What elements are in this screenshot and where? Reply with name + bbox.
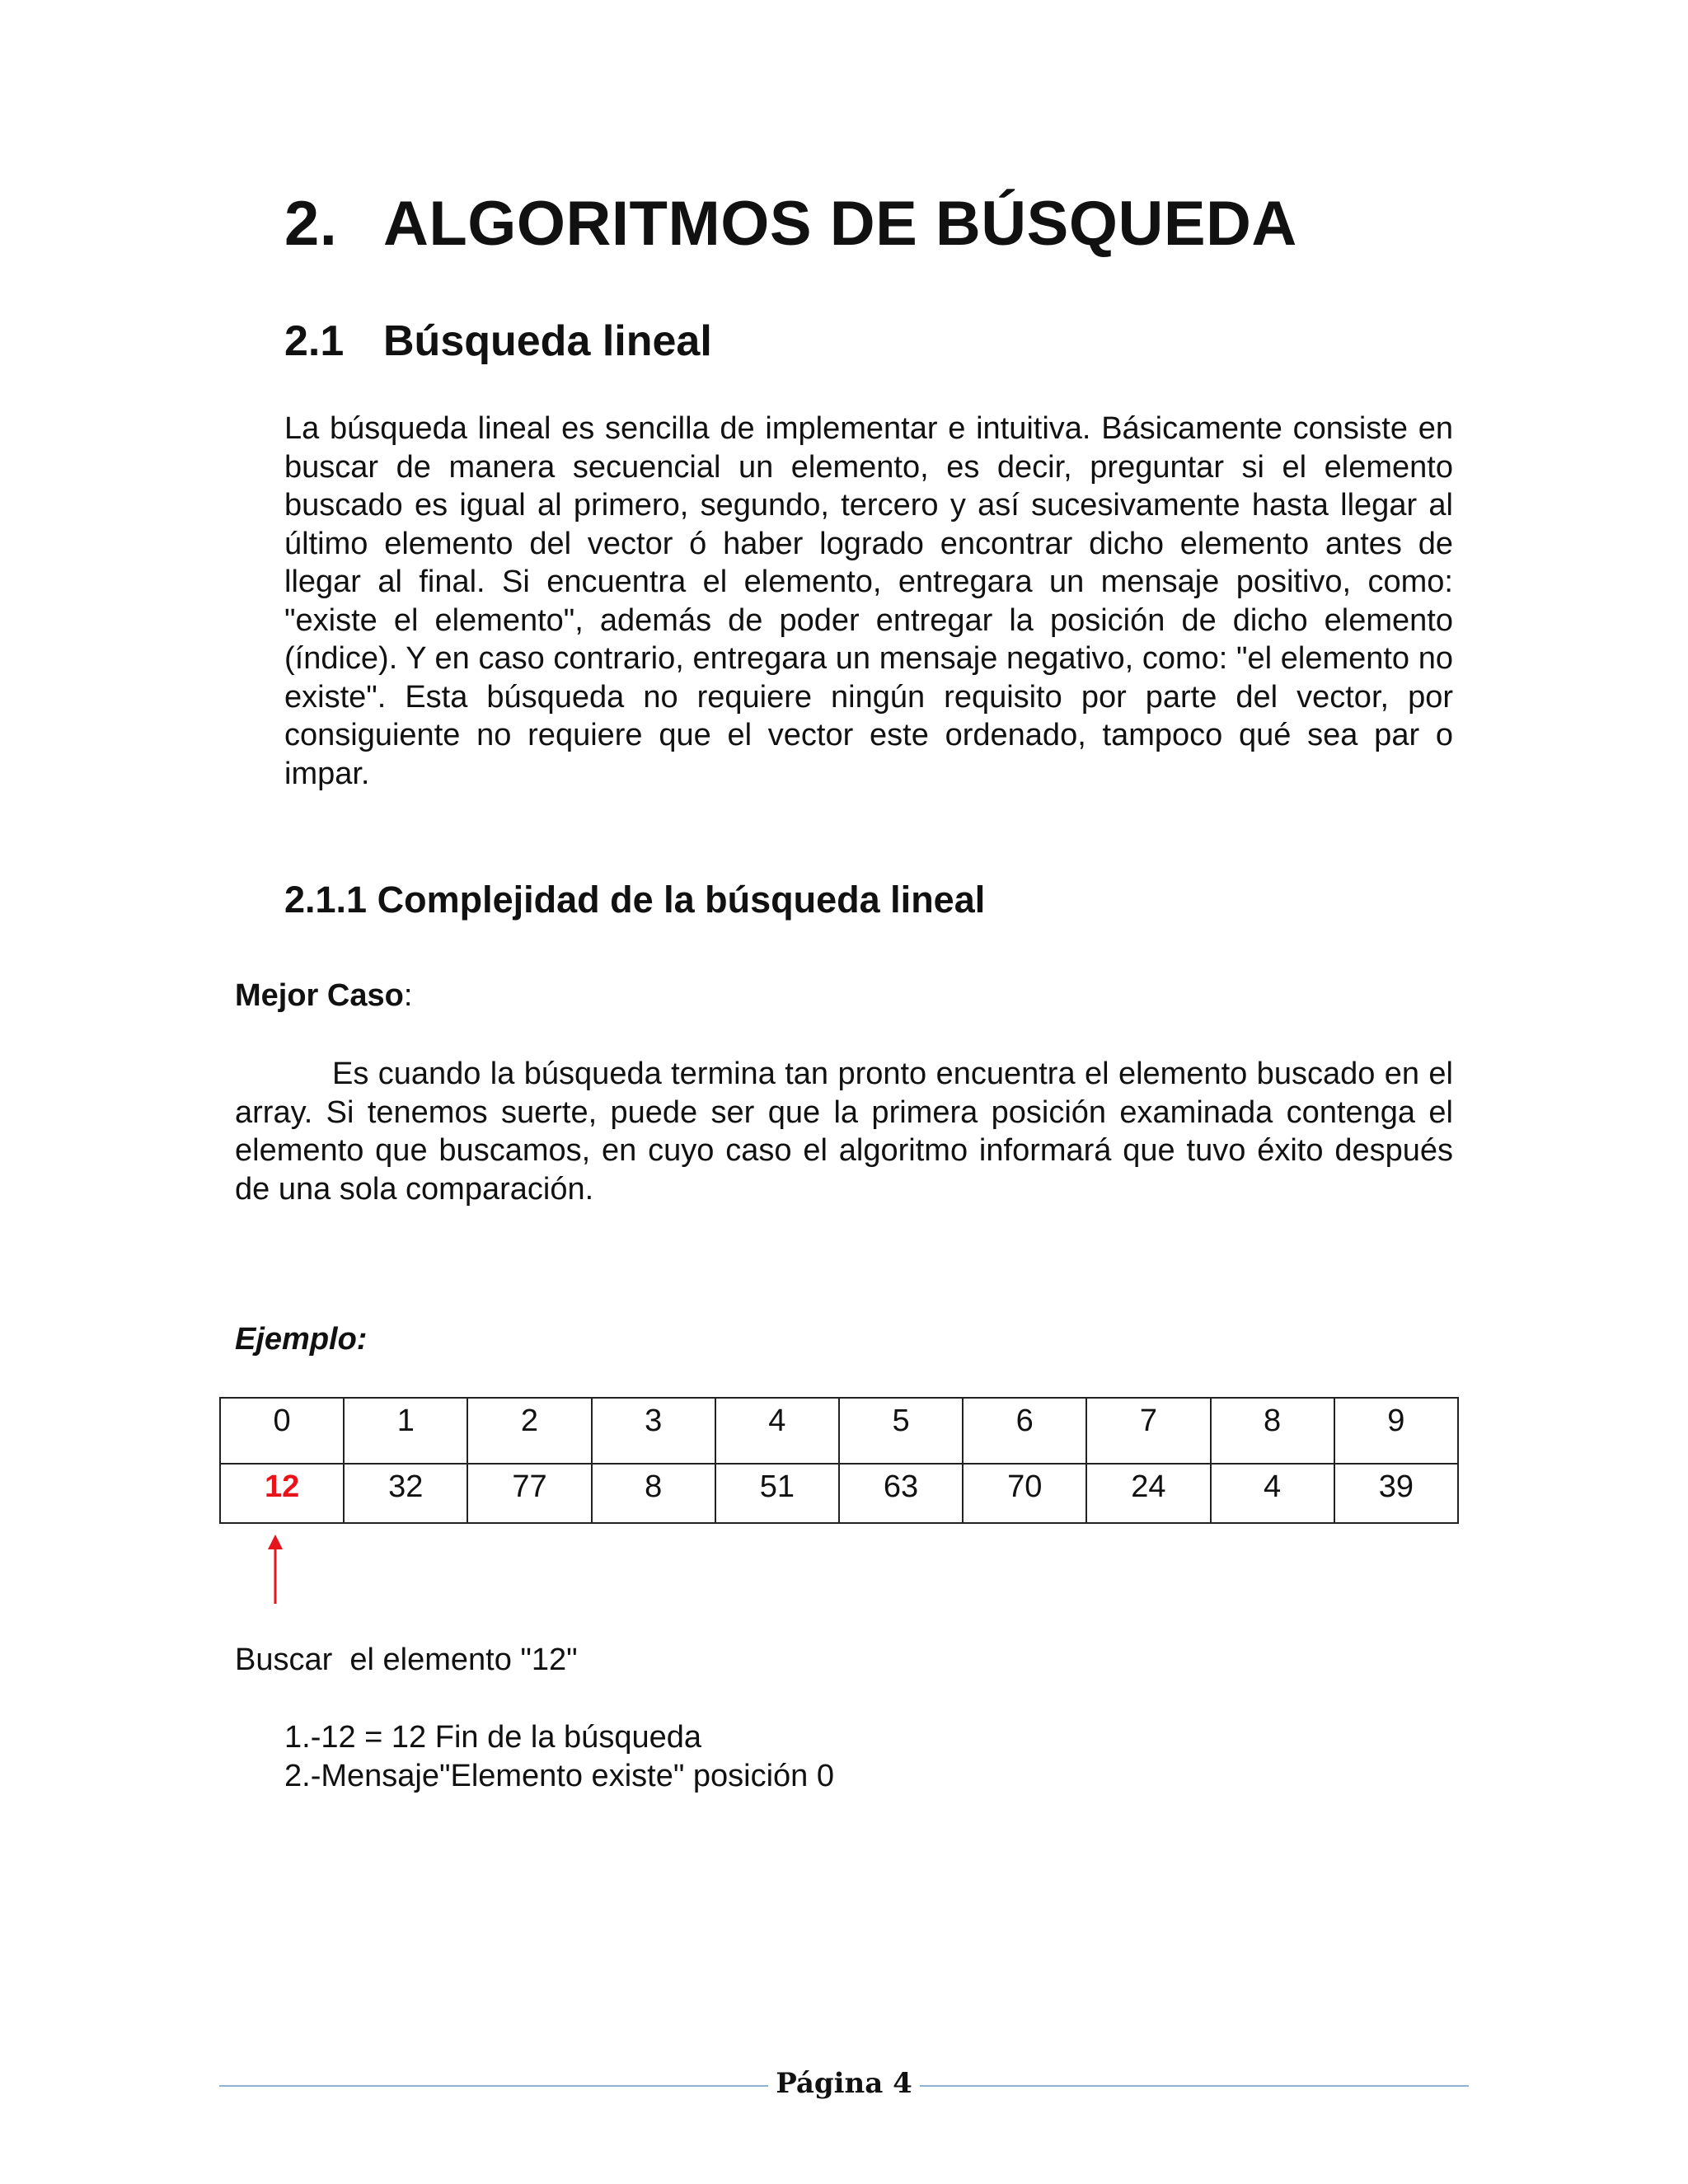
search-instruction: Buscar el elemento "12" — [235, 1643, 578, 1677]
chapter-number: 2. — [284, 189, 338, 259]
index-cell: 3 — [592, 1398, 715, 1464]
step-item: 2.-Mensaje"Elemento existe" posición 0 — [284, 1758, 834, 1793]
footer-rule-left — [219, 2085, 768, 2087]
best-case-title: Mejor Caso — [235, 978, 404, 1013]
best-case-label — [235, 978, 412, 1014]
index-cell: 0 — [220, 1398, 344, 1464]
array-table — [219, 1397, 1459, 1524]
index-cell: 4 — [715, 1398, 839, 1464]
steps-list — [284, 1718, 834, 1795]
value-cell: 8 — [592, 1464, 715, 1523]
best-case-colon: : — [403, 978, 413, 1013]
value-row — [220, 1464, 1458, 1523]
value-cell-highlighted: 12 — [220, 1464, 344, 1523]
section-heading — [284, 316, 712, 366]
index-cell: 8 — [1211, 1398, 1334, 1464]
value-cell: 77 — [467, 1464, 591, 1523]
value-cell: 32 — [344, 1464, 467, 1523]
index-cell: 7 — [1086, 1398, 1210, 1464]
index-cell: 1 — [344, 1398, 467, 1464]
best-case-paragraph: Es cuando la búsqueda termina tan pronto encuentra el elemento buscado en el array. Si tenemos suerte, puede ser que la primera posición examinada contenga el elemento que buscamos, en cuyo caso el algoritmo informará que tuvo éxito después de una sola comparación. — [235, 1057, 1453, 1207]
value-cell: 24 — [1086, 1464, 1210, 1523]
footer-rule-right — [920, 2085, 1469, 2087]
section-title: Búsqueda lineal — [383, 317, 712, 365]
up-arrow-icon — [265, 1535, 285, 1604]
section-number: 2.1 — [284, 317, 345, 365]
value-cell: 39 — [1334, 1464, 1458, 1523]
subsection-heading: 2.1.1 Complejidad de la búsqueda lineal — [284, 879, 986, 921]
value-cell: 70 — [963, 1464, 1086, 1523]
page-number: Página 4 — [776, 2067, 912, 2100]
index-cell: 5 — [839, 1398, 963, 1464]
chapter-title: ALGORITMOS DE BÚSQUEDA — [383, 189, 1297, 259]
intro-paragraph: La búsqueda lineal es sencilla de implementar e intuitiva. Básicamente consiste en buscar de manera secuencial un elemento, es decir, preguntar si el elemento buscado es igual al primero, segundo, tercero y así sucesivamente hasta llegar al último elemento del vector ó haber logrado encontrar dicho elemento antes de llegar al final. Si encuentra el elemento, entregara un mensaje positivo, como: "existe el elemento", además de poder entregar la posición de dicho elemento (índice). Y en caso contrario, entregara un mensaje negativo, como: "el elemento no existe". Esta búsqueda no requiere ningún requisito por parte del vector, por consiguiente no requiere que el vector este ordenado, tampoco qué sea par o impar. — [284, 411, 1453, 791]
value-cell: 63 — [839, 1464, 963, 1523]
index-cell: 9 — [1334, 1398, 1458, 1464]
index-cell: 2 — [467, 1398, 591, 1464]
chapter-heading — [284, 188, 1297, 260]
index-cell: 6 — [963, 1398, 1086, 1464]
example-label: Ejemplo: — [235, 1322, 368, 1357]
value-cell: 51 — [715, 1464, 839, 1523]
index-row — [220, 1398, 1458, 1464]
value-cell: 4 — [1211, 1464, 1334, 1523]
step-item: 1.-12 = 12 Fin de la búsqueda — [284, 1720, 701, 1755]
